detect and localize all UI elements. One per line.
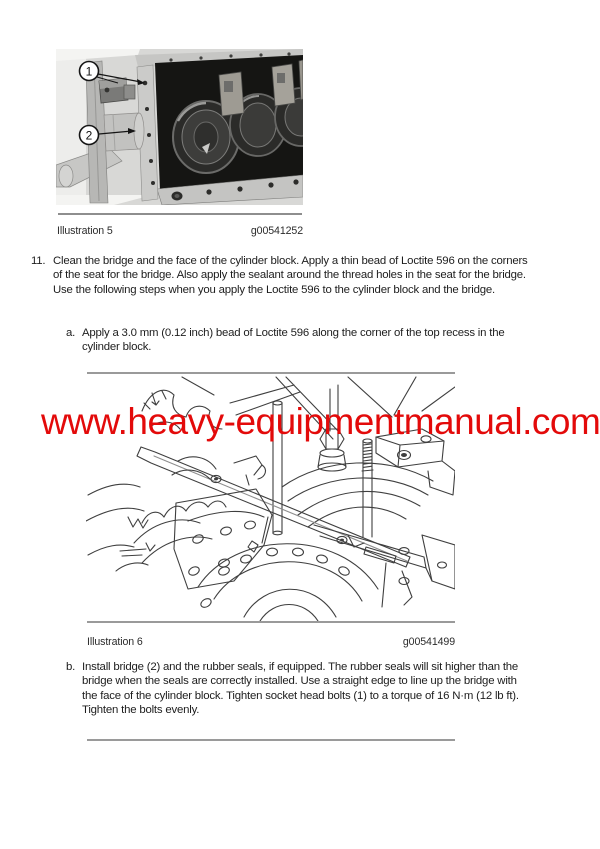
step-11-number: 11. — [31, 255, 46, 267]
substep-a-text: Apply a 3.0 mm (0.12 inch) bead of Loctite 596 along the corner of the top recess in the cylinder block. — [82, 327, 505, 354]
illustration-5-caption — [57, 225, 303, 237]
watermark-text: www.heavy-equipmentmanual.com — [41, 401, 600, 442]
illustration-5-photo — [56, 49, 303, 205]
callout-2-number: 2 — [85, 128, 93, 143]
illustration-6-code: g00541499 — [402, 636, 455, 648]
illustration-6-top-divider — [87, 372, 455, 374]
engine-block-photo-image — [56, 49, 303, 205]
substep-a — [66, 326, 532, 355]
substep-b — [66, 660, 534, 718]
step-11 — [31, 254, 533, 297]
substep-b-marker: b. — [66, 661, 76, 673]
substep-b-text: Install bridge (2) and the rubber seals, if equipped. The rubber seals will sit higher than the bridge when the seals are correctly installed. Use a straight edge to line up the bridge with the face of the cylinder block. Tighten socket head bolts (1) to a torque of 16 N·m (12 lb ft). Tighten the bolts evenly. — [82, 661, 519, 717]
next-illustration-top-divider — [87, 739, 455, 741]
illustration-5-label: Illustration 5 — [57, 225, 113, 237]
illustration-5-divider — [58, 213, 302, 215]
substep-a-marker: a. — [66, 327, 76, 339]
step-11-text: Clean the bridge and the face of the cylinder block. Apply a thin bead of Loctite 596 on the corners of the seat for the bridge. Also apply the sealant around the thread holes in the seat for the bridge. Use the following steps when you apply the Loctite 596 to the cylinder block and the bridge. — [53, 255, 528, 296]
callout-1-number: 1 — [85, 64, 93, 79]
illustration-6-caption — [87, 636, 455, 648]
illustration-6-label: Illustration 6 — [87, 636, 143, 648]
illustration-6-divider — [87, 621, 455, 623]
illustration-5-code: g00541252 — [250, 225, 303, 237]
